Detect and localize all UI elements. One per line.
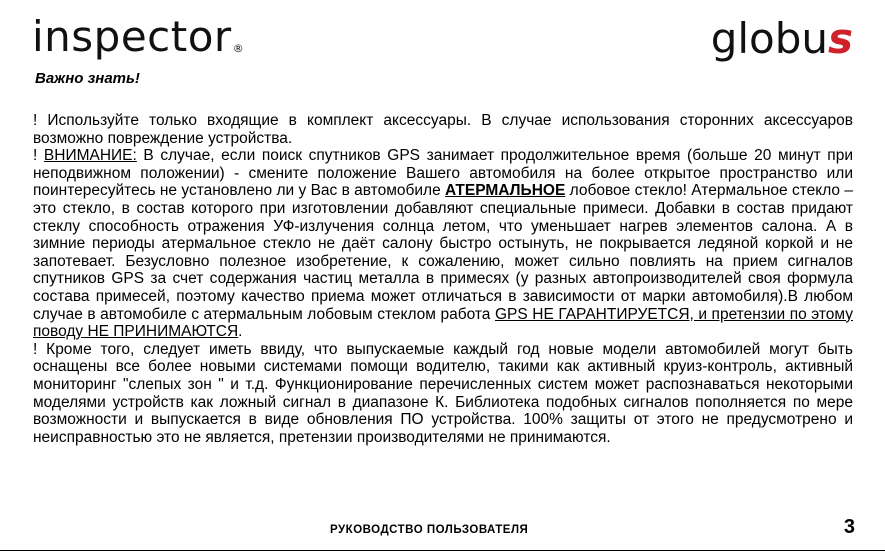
bottom-rule <box>0 550 885 551</box>
p2-text-1: В случае, если поиск спутников GPS занимает продолжительное время (больше 20 минут при неподвижном положении) - смените положение Вашего автомобиля на более открытое пространство или поинтересуйтесь не установлено ли у Вас в автомобиле <box>33 147 853 200</box>
globus-logo <box>710 14 853 63</box>
athermal-emphasis: АТЕРМАЛЬНОЕ <box>445 182 566 200</box>
globus-logo-accent: s <box>828 14 853 63</box>
gps-not-guaranteed: GPS НЕ ГАРАНТИРУЕТСЯ, и претензии по этому поводу НЕ ПРИНИМАЮТСЯ <box>33 305 853 341</box>
p2-text-2: лобовое стекло! Атермальное стекло – это стекло, в состав которого при изготовлении добавляют специальные примеси. Добавки в состав придают стеклу способность отражения УФ-излучения солнца летом, что уменьшает нагрев элементов салона. А в зимние периоды атермальное стекло не даёт салону быстро остынуть, не покрывается ледяной коркой и не запотевает. Безусловно полезное изобретение, к сожалению, может сильно повлиять на прием сигналов спутников GPS за счет содержания частиц металла в примесях (у разных автопроизводителей своя формула состава примесей, поэтому качество приема может отличаться в зависимости от марки автомобиля).В любом случае в автомобиле с атермальным лобовым стеклом работа <box>33 182 853 323</box>
inspector-logo <box>32 12 245 61</box>
p2-end: . <box>238 323 243 341</box>
paragraph-accessories: ! Используйте только входящие в комплект аксессуары. В случае использования сторонних аксессуаров возможно повреждение устройства. <box>33 112 853 147</box>
globus-logo-text: globu <box>710 14 828 63</box>
paragraph-athermal-glass <box>33 147 853 341</box>
page-number: 3 <box>843 516 855 538</box>
p2-prefix: ! <box>33 147 44 165</box>
attention-label: ВНИМАНИЕ: <box>43 147 137 165</box>
paragraph-driver-assist: ! Кроме того, следует иметь ввиду, что выпускаемые каждый год новые модели автомобилей могут быть оснащены все более новыми системами помощи водителю, такими как активный круиз-контроль, активный мониторинг "слепых зон " и т.д. Функционирование перечисленных систем может распознаваться некоторыми моделями устройств как ложный сигнал в диапазоне К. Библиотека подобных сигналов пополняется по мере возможности и выпускается в виде обновления ПО устройства. 100% защиты от этого не предусмотрено и неисправностью это не является, претензии производителями не принимаются. <box>33 340 853 446</box>
document-body <box>33 112 853 446</box>
footer-title: РУКОВОДСТВО ПОЛЬЗОВАТЕЛЯ <box>330 524 529 536</box>
section-subtitle: Важно знать! <box>35 70 140 87</box>
inspector-logo-text: inspector <box>32 12 232 61</box>
registered-mark: ® <box>232 42 245 55</box>
